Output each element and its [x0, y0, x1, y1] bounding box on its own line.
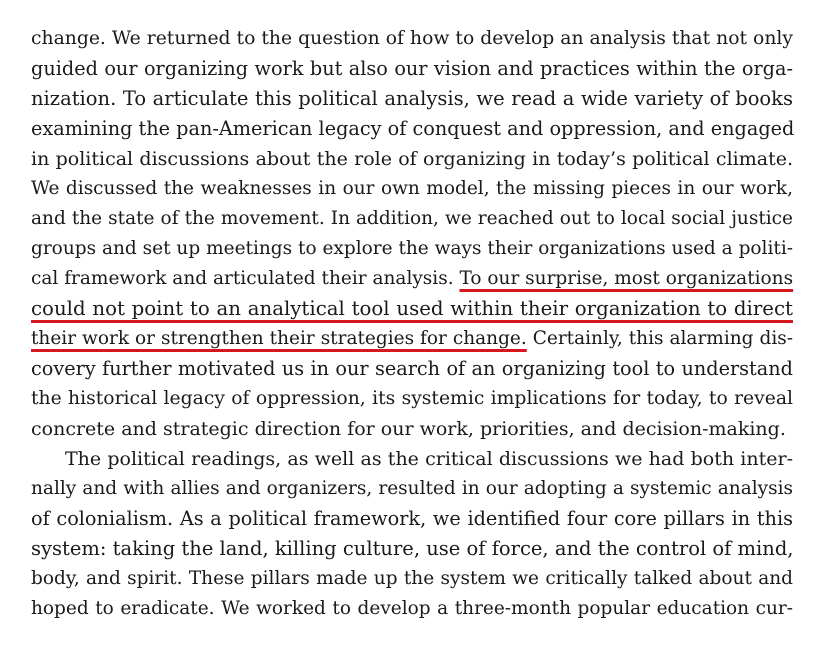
line-text: nization. To articulate this political analysis, we read a wide variety of books — [31, 87, 793, 110]
line-text: in political discussions about the role of organizing in today’s political climate. — [31, 148, 793, 170]
text-line — [31, 504, 793, 534]
text-line — [31, 474, 793, 504]
text-line — [31, 564, 793, 594]
text-line — [31, 174, 793, 204]
line-text: examining the pan-American legacy of conquest and oppression, and engaged — [31, 117, 795, 140]
text-line — [31, 114, 793, 144]
text-line — [31, 324, 793, 354]
text-line — [31, 24, 793, 54]
text-line — [31, 234, 793, 264]
line-text: of colonialism. As a political framework, we identified four core pillars in this — [31, 507, 793, 530]
line-text: covery further motivated us in our search of an organizing tool to understand — [31, 357, 793, 380]
underlined-highlight: could not point to an analytical tool used within their organization to direct — [31, 297, 793, 320]
underlined-highlight: their work or strengthen their strategies for change. — [31, 328, 527, 349]
text-line — [31, 84, 793, 114]
line-text: guided our organizing work but also our vision and practices within the orga- — [31, 57, 793, 80]
line-text: Certainly, this alarming dis- — [526, 328, 793, 349]
text-line — [31, 204, 793, 234]
text-line — [31, 384, 793, 414]
text-line — [31, 414, 793, 444]
line-text: body, and spirit. These pillars made up the system we critically talked about and — [31, 568, 793, 589]
line-text: system: taking the land, killing culture, use of force, and the control of mind, — [31, 537, 794, 560]
underlined-highlight: To our surprise, most organizations — [459, 268, 794, 289]
line-text: the historical legacy of oppression, its systemic implications for today, to reveal — [31, 388, 793, 409]
text-line — [31, 354, 793, 384]
line-text: nally and with allies and organizers, resulted in our adopting a systemic analysis — [31, 478, 793, 499]
text-line — [31, 594, 793, 624]
line-text: The political readings, as well as the critical discussions we had both inter- — [65, 448, 793, 470]
text-line — [65, 444, 793, 474]
text-line — [31, 264, 793, 294]
line-text: groups and set up meetings to explore the ways their organizations used a politi- — [31, 238, 793, 259]
line-text: cal framework and articulated their analysis. — [31, 268, 460, 289]
text-line — [31, 294, 793, 324]
line-text: We discussed the weaknesses in our own model, the missing pieces in our work, — [31, 178, 793, 199]
text-line — [31, 534, 793, 564]
line-text: change. We returned to the question of how to develop an analysis that not only — [31, 28, 793, 49]
text-line — [31, 54, 793, 84]
line-text: concrete and strategic direction for our work, priorities, and decision-making. — [31, 418, 786, 440]
text-line — [31, 144, 793, 174]
line-text: and the state of the movement. In addition, we reached out to local social justice — [31, 208, 793, 229]
line-text: hoped to eradicate. We worked to develop a three-month popular education cur- — [31, 598, 793, 619]
